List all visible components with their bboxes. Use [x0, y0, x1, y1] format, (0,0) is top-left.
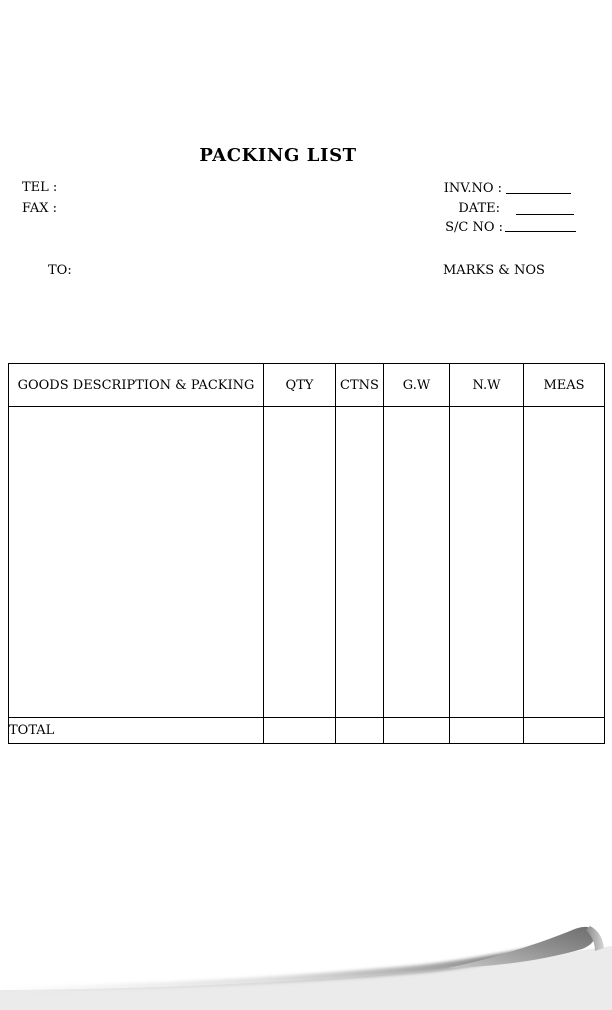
total-gw: [384, 718, 450, 744]
date-label: DATE:: [458, 201, 500, 216]
total-row: [9, 718, 605, 744]
table-row: [9, 407, 605, 718]
tel-label: TEL :: [22, 180, 58, 195]
to-label: TO:: [48, 263, 72, 278]
packing-list-table: [8, 363, 605, 744]
cell-ctns: [336, 407, 384, 718]
fax-label: FAX :: [22, 201, 58, 216]
column-header-meas: MEAS: [524, 364, 605, 407]
column-header-ctns: CTNS: [336, 364, 384, 407]
table-header-row: [9, 364, 605, 407]
total-meas: [524, 718, 605, 744]
column-header-goods-description: GOODS DESCRIPTION & PACKING: [9, 364, 264, 407]
page-curl-graphic: [0, 910, 612, 1010]
cell-goods-description: [9, 407, 264, 718]
sc-no-label: S/C NO :: [445, 220, 503, 235]
column-header-gw: G.W: [384, 364, 450, 407]
cell-gw: [384, 407, 450, 718]
inv-no-field: [506, 181, 571, 194]
marks-nos-label: MARKS & NOS: [443, 263, 545, 278]
cell-meas: [524, 407, 605, 718]
total-qty: [264, 718, 336, 744]
cell-nw: [450, 407, 524, 718]
inv-no-label: INV.NO :: [443, 181, 502, 196]
total-label: TOTAL: [9, 718, 264, 744]
total-nw: [450, 718, 524, 744]
column-header-qty: QTY: [264, 364, 336, 407]
cell-qty: [264, 407, 336, 718]
total-ctns: [336, 718, 384, 744]
date-field: [516, 202, 574, 215]
sc-no-field: [505, 219, 576, 232]
page-title: PACKING LIST: [199, 145, 357, 166]
column-header-nw: N.W: [450, 364, 524, 407]
